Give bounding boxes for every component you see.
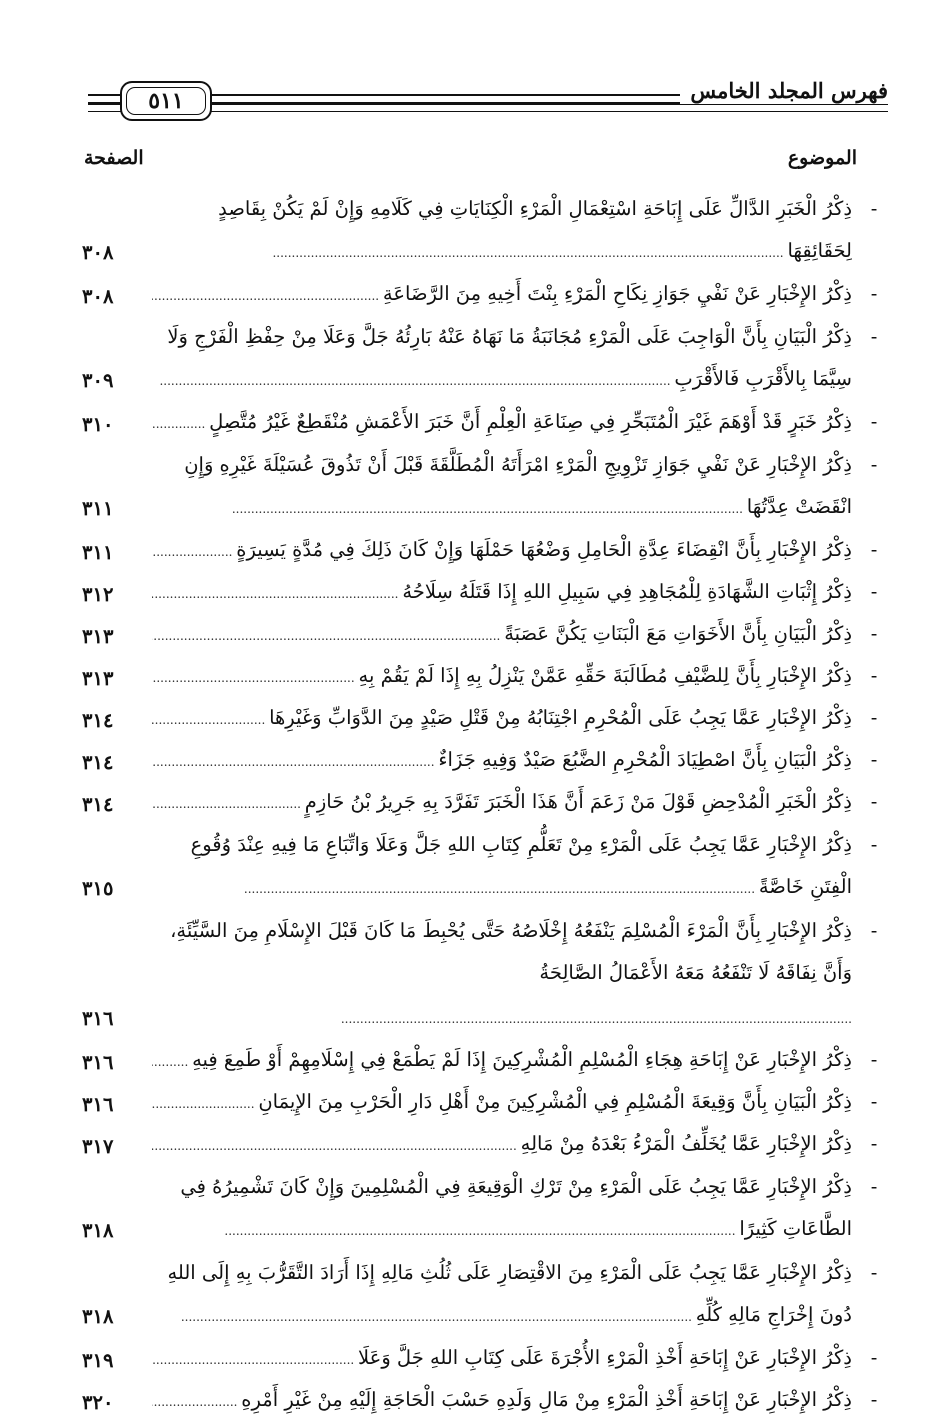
index-entry xyxy=(82,740,882,782)
entry-page-number: ٣١٦ xyxy=(82,1093,114,1116)
page-header xyxy=(88,78,888,122)
entry-page-number: ٣١٤ xyxy=(82,709,114,732)
entry-text: ذِكْرُ الْخَبَرِ الْمُدْحِضِ قَوْلَ مَنْ زَعَمَ أَنَّ هَذَا الْخَبَرَ تَفَرَّدَ بِهِ جَرِيرُ بْنُ حَازِمٍ ..... xyxy=(152,782,852,824)
entry-bullet: - xyxy=(870,1048,878,1071)
entry-page-number: ٣١٤ xyxy=(82,793,114,816)
entry-bullet: - xyxy=(870,282,878,305)
entry-text: ذِكْرُ الإِخْبَارِ عَمَّا يَجِبُ عَلَى الْمَرْءِ مِنْ تَعَلُّمِ كِتَابِ اللهِ جَلَّ وَعَلَا وَاتِّبَاعِ مَا فِيهِ عِنْدَ وُقُوعِ الْفِتَنِ خَاصَّةً ..... xyxy=(152,824,852,910)
index-entry xyxy=(82,572,882,614)
entry-text: ذِكْرُ الإِخْبَارِ عَمَّا يَجِبُ عَلَى الْمَرْءِ مِنَ الاقْتِصَارِ عَلَى ثُلُثِ مَالِهِ إِذَا أَرَادَ التَّقَرُّبَ بِهِ إِلَى اللهِ دُونَ إِخْرَاجِ مَالِهِ كُلِّهِ ..... xyxy=(152,1252,852,1338)
entry-text: ذِكْرُ الإِخْبَارِ عَنْ إِبَاحَةِ هِجَاءِ الْمُسْلِمِ الْمُشْرِكِينَ إِذَا لَمْ يَطْمَعْ فِي إِسْلَامِهِمْ أَوْ طَمِعَ فِيهِ ..... xyxy=(152,1040,852,1082)
index-entry xyxy=(82,316,882,402)
index-entry xyxy=(82,402,882,444)
entry-text: ذِكْرُ الْبَيَانِ بِأَنَّ الْوَاجِبَ عَلَى الْمَرْءِ مُجَانَبَةُ مَا نَهَاهُ عَنْهُ بَارِئُهُ جَلَّ وَعَلَا مِنْ حِفْظِ الْفَرْجِ وَلَا سِيَّمَا بِالأَقْرَبِ فَالأَقْرَبِ ..... xyxy=(152,316,852,402)
entry-page-number: ٣١٣ xyxy=(82,667,114,690)
entry-bullet: - xyxy=(870,410,878,433)
page-column-heading: الصفحة xyxy=(84,147,144,169)
entry-text: ذِكْرُ الْبَيَانِ بِأَنَّ الأَخَوَاتِ مَعَ الْبَنَاتِ يَكُنَّ عَصَبَةً ..... xyxy=(152,614,852,656)
entry-bullet: - xyxy=(870,1261,878,1284)
entry-bullet: - xyxy=(870,1132,878,1155)
entry-bullet: - xyxy=(870,919,878,942)
entry-text: ذِكْرُ الْخَبَرِ الدَّالِّ عَلَى إِبَاحَةِ اسْتِعْمَالِ الْمَرْءِ الْكِنَايَاتِ فِي كَلَامِهِ وَإِنْ لَمْ يَكُنْ بِقَاصِدٍ لِحَقَائِقِهَا ..... xyxy=(152,188,852,274)
index-entry xyxy=(82,782,882,824)
index-entry xyxy=(82,698,882,740)
index-entry xyxy=(82,1380,882,1422)
index-entry xyxy=(82,614,882,656)
entry-page-number: ٣٢٠ xyxy=(82,1391,114,1414)
entry-bullet: - xyxy=(870,1090,878,1113)
entry-page-number: ٣١٨ xyxy=(82,1305,114,1328)
entry-bullet: - xyxy=(870,748,878,771)
entry-page-number: ٣١١ xyxy=(82,541,114,564)
index-entry xyxy=(82,1124,882,1166)
index-entry xyxy=(82,824,882,910)
index-entry xyxy=(82,910,882,1040)
entry-page-number: ٣١٥ xyxy=(82,877,114,900)
index-entry xyxy=(82,1040,882,1082)
entry-page-number: ٣١٩ xyxy=(82,1349,114,1372)
index-entry xyxy=(82,444,882,530)
entry-bullet: - xyxy=(870,580,878,603)
entry-page-number: ٣٠٨ xyxy=(82,241,114,264)
entry-page-number: ٣١٨ xyxy=(82,1219,114,1242)
entry-page-number: ٣١٧ xyxy=(82,1135,114,1158)
entry-text: ذِكْرُ خَبَرٍ قَدْ أَوْهَمَ غَيْرَ الْمُتَبَحِّرِ فِي صِنَاعَةِ الْعِلْمِ أَنَّ خَبَرَ الأَعْمَشِ مُنْقَطِعٌ غَيْرُ مُتَّصِلٍ ..... xyxy=(152,402,852,444)
index-entries xyxy=(82,188,882,1422)
entry-text: ذِكْرُ الْبَيَانِ بِأَنَّ وَقِيعَةَ الْمُسْلِمِ فِي الْمُشْرِكِينَ مِنْ أَهْلِ دَارِ الْحَرْبِ مِنَ الإِيمَانِ ..... xyxy=(152,1082,852,1124)
entry-page-number: ٣١١ xyxy=(82,497,114,520)
entry-page-number: ٣٠٩ xyxy=(82,369,114,392)
entry-text: ذِكْرُ إِثْبَاتِ الشَّهَادَةِ لِلْمُجَاهِدِ فِي سَبِيلِ اللهِ إِذَا قَتَلَهُ سِلَاحُهُ ..... xyxy=(152,572,852,614)
entry-bullet: - xyxy=(870,453,878,476)
entry-text: ذِكْرُ الإِخْبَارِ بِأَنَّ لِلضَّيْفِ مُطَالَبَةَ حَقِّهِ عَمَّنْ يَنْزِلُ بِهِ إِذَا لَمْ يَقُمْ بِهِ ..... xyxy=(152,656,852,698)
entry-text: ذِكْرُ الإِخْبَارِ بِأَنَّ انْقِضَاءَ عِدَّةِ الْحَامِلِ وَضْعُهَا حَمْلَهَا وَإِنْ كَانَ ذَلِكَ فِي مُدَّةٍ يَسِيرَةٍ ..... xyxy=(152,530,852,572)
index-entry xyxy=(82,188,882,274)
entry-bullet: - xyxy=(870,538,878,561)
entry-page-number: ٣١٦ xyxy=(82,1051,114,1074)
entry-bullet: - xyxy=(870,197,878,220)
index-entry xyxy=(82,656,882,698)
entry-text: ذِكْرُ الإِخْبَارِ عَنْ نَفْيِ جَوَازِ نِكَاحِ الْمَرْءِ بِنْتَ أَخِيهِ مِنَ الرَّضَاعَةِ ..... xyxy=(152,274,852,316)
entry-bullet: - xyxy=(870,1388,878,1411)
entry-bullet: - xyxy=(870,325,878,348)
entry-bullet: - xyxy=(870,706,878,729)
entry-bullet: - xyxy=(870,1346,878,1369)
entry-text: ذِكْرُ الإِخْبَارِ عَنْ نَفْيِ جَوَازِ تَزْوِيجِ الْمَرْءِ امْرَأَتَهُ الْمُطَلَّقَةَ قَبْلَ أَنْ تَذُوقَ عُسَيْلَةَ غَيْرِهِ وَإِنِ انْقَضَتْ عِدَّتُهَا ..... xyxy=(152,444,852,530)
entry-bullet: - xyxy=(870,664,878,687)
index-entry xyxy=(82,530,882,572)
entry-bullet: - xyxy=(870,622,878,645)
entry-text: ذِكْرُ الإِخْبَارِ عَمَّا يَجِبُ عَلَى الْمُحْرِمِ اجْتِنَابُهُ مِنْ قَتْلِ صَيْدٍ مِنَ الدَّوَابِّ وَغَيْرِهَا ..... xyxy=(152,698,852,740)
index-entry xyxy=(82,1338,882,1380)
index-entry xyxy=(82,1082,882,1124)
page-number-badge xyxy=(120,81,212,121)
entry-page-number: ٣٠٨ xyxy=(82,285,114,308)
entry-page-number: ٣١٠ xyxy=(82,413,114,436)
header-title: فهرس المجلد الخامس xyxy=(680,78,888,104)
entry-page-number: ٣١٣ xyxy=(82,625,114,648)
entry-text: ذِكْرُ الإِخْبَارِ عَمَّا يُخَلِّفُ الْمَرْءُ بَعْدَهُ مِنْ مَالِهِ ..... xyxy=(152,1124,852,1166)
page-number: ٥١١ xyxy=(126,87,206,115)
index-entry xyxy=(82,274,882,316)
entry-bullet: - xyxy=(870,833,878,856)
entry-text: ذِكْرُ الإِخْبَارِ عَمَّا يَجِبُ عَلَى الْمَرْءِ مِنْ تَرْكِ الْوَقِيعَةِ فِي الْمُسْلِمِينَ وَإِنْ كَانَ تَشْمِيرُهُ فِي الطَّاعَاتِ كَثِيرًا ..... xyxy=(152,1166,852,1252)
entry-text: ذِكْرُ الإِخْبَارِ عَنْ إِبَاحَةِ أَخْذِ الْمَرْءِ مِنْ مَالِ وَلَدِهِ حَسْبَ الْحَاجَةِ إِلَيْهِ مِنْ غَيْرِ أَمْرِهِ ..... xyxy=(152,1380,852,1422)
index-entry xyxy=(82,1166,882,1252)
entry-page-number: ٣١٤ xyxy=(82,751,114,774)
entry-text: ذِكْرُ الإِخْبَارِ بِأَنَّ الْمَرْءَ الْمُسْلِمَ يَنْفَعُهُ إِخْلَاصُهُ حَتَّى يُحْبِطَ مَا كَانَ قَبْلَ الإِسْلَامِ مِنَ السَّيِّئَةِ، وَأَنَّ نِفَاقَهُ لَا تَنْفَعُهُ مَعَهُ الأَعْمَالُ الصَّالِحَةُ ..... xyxy=(152,910,852,1040)
entry-text: ذِكْرُ الْبَيَانِ بِأَنَّ اصْطِيَادَ الْمُحْرِمِ الضَّبُعَ صَيْدٌ وَفِيهِ جَزَاءٌ ..... xyxy=(152,740,852,782)
entry-text: ذِكْرُ الإِخْبَارِ عَنْ إِبَاحَةِ أَخْذِ الْمَرْءِ الأُجْرَةَ عَلَى كِتَابِ اللهِ جَلَّ وَعَلَا ..... xyxy=(152,1338,852,1380)
index-entry xyxy=(82,1252,882,1338)
entry-bullet: - xyxy=(870,790,878,813)
entry-page-number: ٣١٢ xyxy=(82,583,114,606)
subject-column-heading: الموضوع xyxy=(787,147,857,169)
entry-page-number: ٣١٦ xyxy=(82,1007,114,1030)
entry-bullet: - xyxy=(870,1175,878,1198)
